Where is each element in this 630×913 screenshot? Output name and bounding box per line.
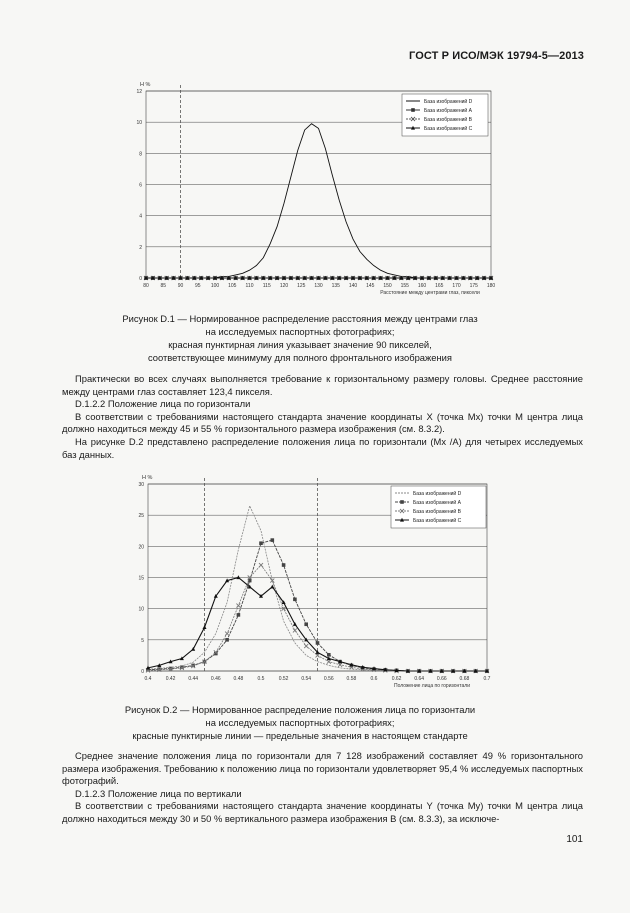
x-tick-label: 120 — [279, 283, 289, 289]
data-point — [225, 638, 229, 642]
x-tick-label: 0.7 — [483, 676, 491, 682]
x-tick-label: 95 — [194, 283, 201, 289]
figure-d2-caption-line: красные пунктирные линии — предельные значения в настоящем стандарте — [132, 730, 468, 741]
data-point — [327, 653, 331, 657]
data-point — [304, 622, 308, 626]
figure-d1-caption-line: на исследуемых паспортных фотографиях; — [205, 326, 395, 337]
legend-label: База изображений A — [424, 108, 472, 114]
data-point — [282, 563, 286, 567]
x-tick-label: 175 — [469, 283, 478, 289]
x-tick-label: 155 — [400, 283, 409, 289]
x-tick-label: 130 — [314, 283, 323, 289]
x-tick-label: 0.4 — [144, 676, 152, 682]
x-tick-label: 180 — [486, 283, 496, 289]
x-tick-label: 0.66 — [436, 676, 447, 682]
figure-d1-caption-line: соответствующее минимуму для полного фронтального изображения — [148, 352, 452, 363]
x-tick-label: 110 — [245, 283, 254, 289]
y-tick-label: 30 — [138, 482, 144, 488]
x-axis-label: Положение лица по горизонтали — [393, 683, 471, 689]
y-tick-label: 4 — [139, 213, 142, 220]
data-point — [293, 598, 297, 602]
x-tick-label: 0.5 — [257, 676, 265, 682]
legend-label: База изображений B — [424, 117, 472, 123]
y-tick-label: 6 — [139, 182, 142, 189]
y-tick-label: 25 — [138, 513, 144, 520]
y-tick-label: 2 — [139, 244, 142, 251]
y-axis-label: H % — [142, 475, 153, 481]
x-tick-label: 0.46 — [210, 676, 221, 682]
x-tick-label: 160 — [417, 283, 427, 289]
x-tick-label: 0.68 — [459, 676, 470, 682]
paragraph: Практически во всех случаях выполняется требование к горизонтальному размеру головы. Среднее расстояние между центрами глаз составляет 123,4 пикселя. — [62, 373, 583, 397]
x-tick-label: 0.64 — [414, 676, 425, 682]
section-heading: D.1.2.2 Положение лица по горизонтали — [75, 398, 251, 410]
x-tick-label: 150 — [383, 283, 392, 289]
x-tick-label: 90 — [177, 283, 184, 289]
x-tick-label: 170 — [452, 283, 461, 289]
x-tick-label: 0.6 — [370, 676, 378, 682]
x-tick-label: 0.56 — [323, 676, 334, 682]
x-tick-label: 85 — [160, 283, 167, 289]
figure-d2-caption — [60, 703, 540, 742]
x-tick-label: 0.54 — [301, 676, 312, 682]
x-tick-label: 0.42 — [165, 676, 176, 682]
x-tick-label: 0.48 — [233, 676, 244, 682]
y-axis-label: H % — [140, 82, 151, 88]
x-tick-label: 0.58 — [346, 676, 357, 682]
legend-label: База изображений C — [424, 126, 473, 132]
legend-label: База изображений D — [413, 491, 462, 497]
y-tick-label: 0 — [139, 276, 142, 282]
paragraph: В соответствии с требованиями настоящего стандарта значение координаты Y (точка My) точки M центра лица должно находиться между 30 и 50 % вертикального размера изображения B (см. 8.3.3), за исключе- — [62, 800, 583, 824]
data-point — [237, 613, 241, 617]
body-section-2 — [62, 750, 583, 826]
x-tick-label: 135 — [331, 283, 340, 289]
y-tick-label: 20 — [138, 544, 144, 551]
x-tick-label: 145 — [366, 283, 375, 289]
y-tick-label: 10 — [138, 606, 144, 613]
x-tick-label: 0.52 — [278, 676, 289, 682]
y-tick-label: 15 — [138, 575, 144, 582]
legend-label: База изображений A — [413, 500, 461, 506]
paragraph: Среднее значение положения лица по горизонтали для 7 128 изображений составляет 49 % горизонтального размера изображения. Требованию к положению лица по горизонтали удовлетворяет 95,4 % исследуемых паспортных фотографий. — [62, 750, 583, 787]
document-header: ГОСТ Р ИСО/МЭК 19794-5—2013 — [409, 50, 584, 62]
paragraph: На рисунке D.2 представлено распределение положения лица по горизонтали (Mx /A) для четырех исследуемых баз данных. — [62, 435, 583, 460]
x-tick-label: 125 — [297, 283, 306, 289]
x-tick-label: 0.44 — [188, 676, 199, 682]
legend-marker — [400, 500, 404, 504]
data-point — [271, 538, 275, 542]
page-number: 101 — [566, 834, 583, 845]
paragraph: В соответствии с требованиями настоящего стандарта значение координаты X (точка Mx) точки M центра лица должно находиться между 45 и 55 % горизонтального размера изображения (см. 8.3.2). — [62, 410, 583, 435]
figure-d1-caption-line: Рисунок D.1 — Нормированное распределение расстояния между центрами глаз — [122, 313, 478, 324]
y-tick-label: 0 — [141, 669, 144, 675]
x-tick-label: 140 — [348, 283, 358, 289]
data-point — [259, 541, 263, 545]
y-tick-label: 10 — [136, 120, 142, 127]
x-tick-label: 115 — [262, 283, 271, 289]
figure-d2-caption-line: на исследуемых паспортных фотографиях; — [205, 717, 395, 728]
data-point — [316, 641, 320, 645]
x-tick-label: 105 — [228, 283, 237, 289]
x-tick-label: 0.62 — [391, 676, 402, 682]
y-tick-label: 8 — [139, 151, 142, 158]
y-tick-label: 5 — [141, 637, 144, 644]
figure-d1-caption-line: красная пунктирная линия указывает значение 90 пикселей, — [168, 339, 432, 350]
legend-label: База изображений D — [424, 99, 473, 105]
x-tick-label: 165 — [435, 283, 444, 289]
legend-label: База изображений C — [413, 518, 462, 524]
x-tick-label: 80 — [143, 283, 149, 289]
legend-label: База изображений B — [413, 509, 461, 515]
section-heading: D.1.2.3 Положение лица по вертикали — [75, 787, 242, 799]
figure-d2-caption-line: Рисунок D.2 — Нормированное распределение положения лица по горизонтали — [124, 704, 476, 715]
x-tick-label: 100 — [210, 283, 220, 289]
y-tick-label: 12 — [136, 89, 142, 95]
x-axis-label: Расстояние между центрами глаз, пиксели — [380, 290, 480, 296]
